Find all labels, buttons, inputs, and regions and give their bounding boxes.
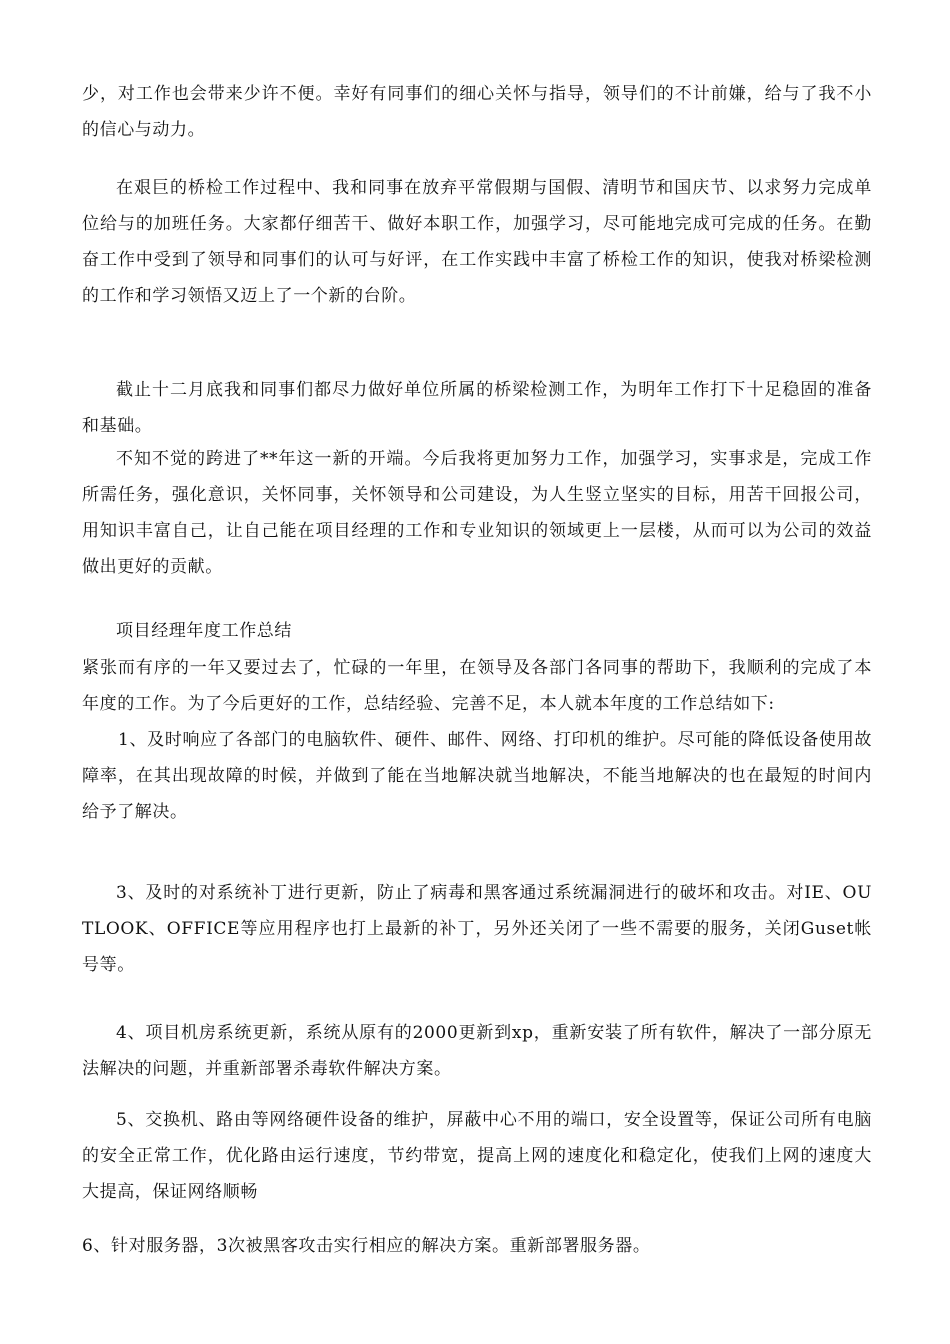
paragraph-year-end: 截止十二月底我和同事们都尽力做好单位所属的桥梁检测工作，为明年工作打下十足稳固的准备和基础。 <box>82 380 872 436</box>
section-heading: 项目经理年度工作总结 <box>116 621 292 641</box>
list-item-5: 5、交换机、路由等网络硬件设备的维护，屏蔽中心不用的端口，安全设置等，保证公司所有电脑的安全正常工作，优化路由运行速度，节约带宽，提高上网的速度化和稳定化，使我们上网的速度大大提高，保证网络顺畅 <box>82 1110 872 1202</box>
paragraph-bridge-inspection: 在艰巨的桥检工作过程中、我和同事在放弃平常假期与国假、清明节和国庆节、以求努力完成单位给与的加班任务。大家都仔细苦干、做好本职工作，加强学习，尽可能地完成可完成的任务。在勤奋工作中受到了领导和同事们的认可与好评，在工作实践中丰富了桥检工作的知识，使我对桥梁检测的工作和学习领悟又迈上了一个新的台阶。 <box>82 178 872 306</box>
paragraph-continuation: 少，对工作也会带来少许不便。幸好有同事们的细心关怀与指导，领导们的不计前嫌，给与了我不小的信心与动力。 <box>82 84 872 140</box>
paragraph-intro: 紧张而有序的一年又要过去了，忙碌的一年里，在领导及各部门各同事的帮助下，我顺利的完成了本年度的工作。为了今后更好的工作，总结经验、完善不足，本人就本年度的工作总结如下: <box>82 658 872 714</box>
list-item-4: 4、项目机房系统更新，系统从原有的2000更新到xp，重新安装了所有软件，解决了一部分原无法解决的问题，并重新部署杀毒软件解决方案。 <box>82 1023 872 1079</box>
list-item-6: 6、针对服务器，3次被黑客攻击实行相应的解决方案。重新部署服务器。 <box>82 1236 651 1256</box>
list-item-1: 1、及时响应了各部门的电脑软件、硬件、邮件、网络、打印机的维护。尽可能的降低设备使用故障率，在其出现故障的时候，并做到了能在当地解决就当地解决，不能当地解决的也在最短的时间内给予了解决。 <box>82 730 872 822</box>
list-item-3: 3、及时的对系统补丁进行更新，防止了病毒和黑客通过系统漏洞进行的破坏和攻击。对IE、OUTLOOK、OFFICE等应用程序也打上最新的补丁，另外还关闭了一些不需要的服务，关闭Guset帐号等。 <box>82 883 872 975</box>
paragraph-new-year: 不知不觉的跨进了**年这一新的开端。今后我将更加努力工作，加强学习，实事求是，完成工作所需任务，强化意识，关怀同事，关怀领导和公司建设，为人生竖立坚实的目标，用苦干回报公司，用知识丰富自己，让自己能在项目经理的工作和专业知识的领域更上一层楼，从而可以为公司的效益做出更好的贡献。 <box>82 449 872 577</box>
